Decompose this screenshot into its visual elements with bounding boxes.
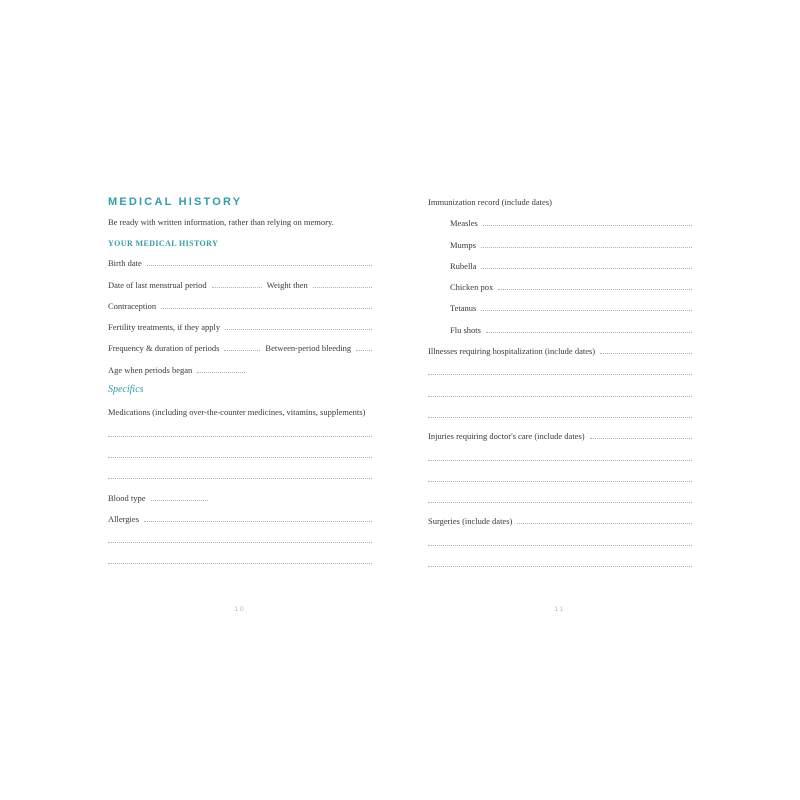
immunization-heading-row	[428, 196, 692, 207]
immunization-row-flu-shots	[428, 313, 692, 334]
field-row-allergies	[108, 503, 372, 524]
blank-line	[212, 287, 262, 288]
immunization-label-tetanus: Tetanus	[450, 303, 477, 314]
immunization-row-tetanus	[428, 292, 692, 313]
blank-line	[356, 350, 372, 351]
blank-line	[517, 523, 692, 524]
immunization-label-mumps: Mumps	[450, 239, 476, 250]
field-row-injuries	[428, 420, 692, 441]
blank-line	[486, 332, 692, 333]
blank-line	[151, 500, 208, 501]
write-in-row	[108, 524, 372, 545]
write-in-row	[428, 463, 692, 484]
blank-line	[481, 268, 692, 269]
field-row-blood-type	[108, 481, 372, 502]
blank-line	[224, 350, 260, 351]
blank-line	[428, 417, 692, 418]
blank-line	[313, 287, 372, 288]
blank-line	[161, 308, 372, 309]
blank-line	[108, 542, 372, 543]
immunization-heading: Immunization record (include dates)	[428, 197, 552, 207]
field-label-last-period: Date of last menstrual period	[108, 279, 207, 290]
immunization-row-chicken-pox	[428, 271, 692, 292]
write-in-row	[108, 417, 372, 438]
section-heading: YOUR MEDICAL HISTORY	[108, 239, 219, 248]
write-in-row	[428, 441, 692, 462]
blank-line	[108, 436, 372, 437]
page-number-left: 10	[234, 606, 246, 613]
blank-line	[108, 478, 372, 479]
field-label-fertility: Fertility treatments, if they apply	[108, 322, 221, 333]
field-label-surgeries: Surgeries (include dates)	[428, 516, 513, 527]
blank-line	[428, 460, 692, 461]
medications-row	[108, 396, 372, 417]
field-row-frequency	[108, 332, 372, 353]
blank-line	[225, 329, 372, 330]
field-label-birth-date: Birth date	[108, 258, 142, 269]
left-form-rows	[108, 247, 372, 566]
field-row-last-period	[108, 268, 372, 289]
field-label-blood-type: Blood type	[108, 492, 146, 503]
blank-line	[428, 566, 692, 567]
blank-line	[600, 353, 692, 354]
blank-line	[428, 396, 692, 397]
field-row-contraception	[108, 290, 372, 311]
write-in-row	[428, 548, 692, 569]
field-label-weight-then: Weight then	[266, 279, 308, 290]
field-row-illnesses	[428, 335, 692, 356]
write-in-row	[428, 399, 692, 420]
page-number-right: 11	[554, 606, 566, 613]
field-label-allergies: Allergies	[108, 513, 140, 524]
blank-line	[428, 545, 692, 546]
specifics-heading: Specifics	[108, 384, 144, 396]
field-row-surgeries	[428, 505, 692, 526]
blank-line	[428, 374, 692, 375]
field-label-injuries: Injuries requiring doctor's care (include dates)	[428, 431, 585, 442]
blank-line	[144, 521, 372, 522]
blank-line	[108, 457, 372, 458]
immunization-label-chicken-pox: Chicken pox	[450, 282, 494, 293]
field-label-frequency: Frequency & duration of periods	[108, 343, 220, 354]
immunization-row-measles	[428, 207, 692, 228]
immunization-row-rubella	[428, 250, 692, 271]
write-in-row	[428, 526, 692, 547]
field-label-age-began: Age when periods began	[108, 364, 193, 375]
write-in-row	[108, 545, 372, 566]
blank-line	[483, 225, 692, 226]
immunization-row-mumps	[428, 228, 692, 249]
blank-line	[590, 438, 692, 439]
right-page	[428, 196, 692, 613]
write-in-row	[428, 377, 692, 398]
immunization-label-rubella: Rubella	[450, 260, 477, 271]
write-in-row	[428, 484, 692, 505]
field-label-illnesses: Illnesses requiring hospitalization (include dates)	[428, 346, 596, 357]
blank-line	[428, 481, 692, 482]
immunization-label-flu-shots: Flu shots	[450, 324, 481, 335]
blank-line	[498, 289, 692, 290]
blank-line	[147, 265, 372, 266]
field-row-fertility	[108, 311, 372, 332]
field-row-birth-date	[108, 247, 372, 268]
page-title: MEDICAL HISTORY	[108, 196, 243, 208]
blank-line	[481, 247, 692, 248]
write-in-row	[108, 460, 372, 481]
blank-line	[481, 310, 692, 311]
blank-line	[108, 563, 372, 564]
specifics-row	[108, 375, 372, 396]
blank-line	[197, 372, 245, 373]
medications-label: Medications (including over-the-counter medicines, vitamins, supplements)	[108, 407, 366, 418]
blank-line	[428, 502, 692, 503]
field-row-age-began	[108, 353, 372, 374]
field-label-between-bleeding: Between-period bleeding	[265, 343, 352, 354]
field-label-contraception: Contraception	[108, 300, 157, 311]
left-page	[108, 196, 372, 613]
immunization-label-measles: Measles	[450, 218, 478, 229]
write-in-row	[108, 439, 372, 460]
intro-text: Be ready with written information, rather than relying on memory.	[108, 217, 334, 227]
write-in-row	[428, 356, 692, 377]
right-form-rows	[428, 196, 692, 569]
